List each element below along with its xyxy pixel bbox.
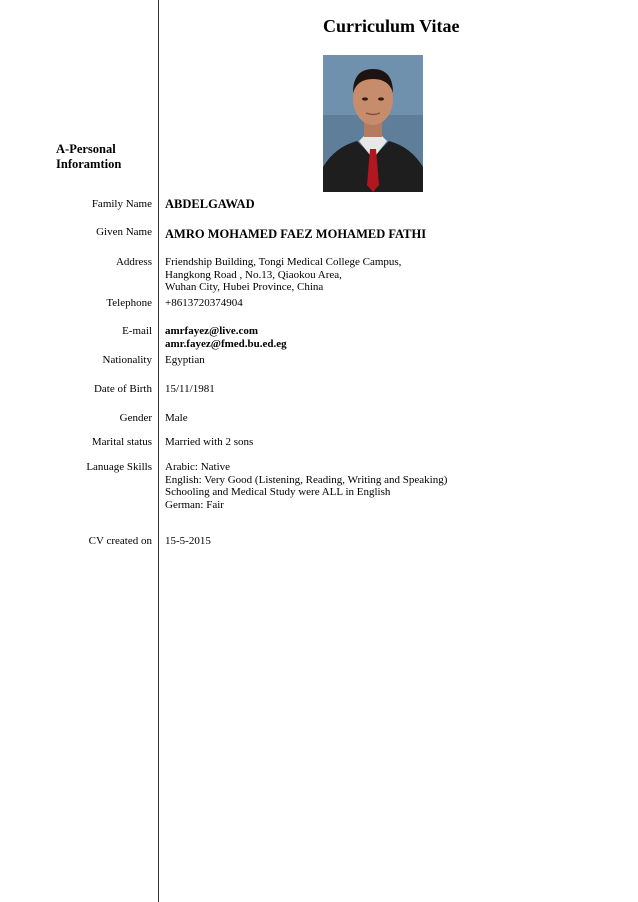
nationality-label: Nationality <box>102 354 152 366</box>
address-line: Hangkong Road , No.13, Qiaokou Area, <box>165 268 342 281</box>
language-skills-label: Lanuage Skills <box>86 461 152 473</box>
gender-value: Male <box>165 412 188 424</box>
cv-created-value: 15-5-2015 <box>165 535 211 547</box>
language-line: Schooling and Medical Study were ALL in English <box>165 486 391 498</box>
family-name-value: ABDELGAWAD <box>165 197 255 211</box>
document-title: Curriculum Vitae <box>323 16 460 36</box>
language-line: German: Fair <box>165 498 224 511</box>
section-heading: A-Personal Inforamtion <box>56 142 122 171</box>
marital-status-value: Married with 2 sons <box>165 436 254 448</box>
language-line: Arabic: Native <box>165 461 231 473</box>
gender-label: Gender <box>119 412 152 424</box>
given-name-label: Given Name <box>96 226 152 238</box>
marital-status-label: Marital status <box>91 436 152 448</box>
dob-value: 15/11/1981 <box>165 383 215 395</box>
dob-label: Date of Birth <box>93 383 152 395</box>
telephone-value: +8613720374904 <box>165 297 243 309</box>
email-address: amrfayez@live.com <box>165 325 258 337</box>
email-value <box>165 325 287 350</box>
language-skills-value <box>165 461 447 511</box>
family-name-label: Family Name <box>91 198 152 210</box>
address-label: Address <box>115 256 152 268</box>
address-line: Friendship Building, Tongi Medical College Campus, <box>165 256 402 268</box>
nationality-value: Egyptian <box>165 354 205 366</box>
address-line: Wuhan City, Hubei Province, China <box>165 281 324 293</box>
email-address: amr.fayez@fmed.bu.ed.eg <box>165 337 287 350</box>
address-value <box>165 256 401 294</box>
language-line: English: Very Good (Listening, Reading, Writing and Speaking) <box>165 473 448 486</box>
telephone-label: Telephone <box>106 297 152 309</box>
profile-photo <box>323 55 423 192</box>
vertical-divider <box>158 0 159 902</box>
cv-created-label: CV created on <box>88 535 152 547</box>
given-name-value: AMRO MOHAMED FAEZ MOHAMED FATHI <box>165 227 427 241</box>
email-label: E-mail <box>122 325 152 337</box>
